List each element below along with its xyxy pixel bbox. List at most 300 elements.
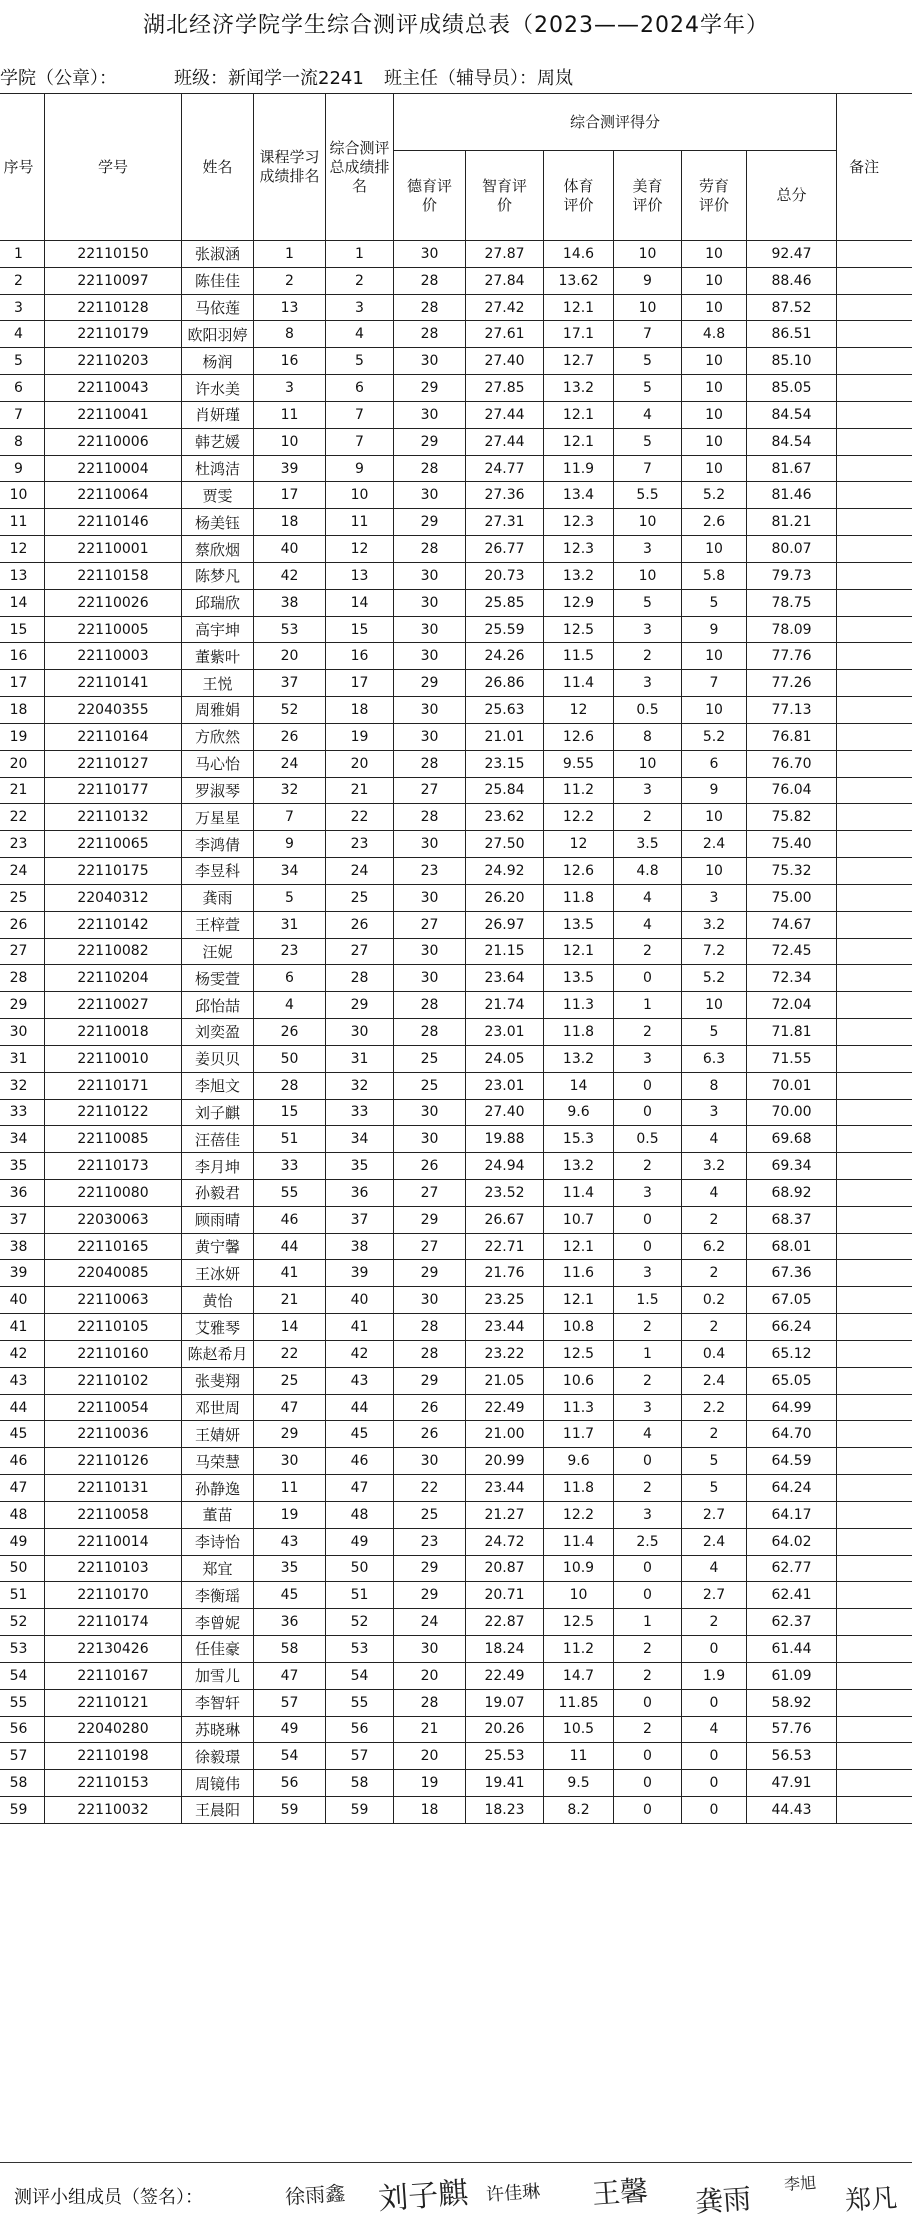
cell-pe: 11.9	[544, 455, 614, 482]
cell-total: 81.67	[747, 455, 837, 482]
table-row	[0, 1045, 912, 1072]
cell-total-rank: 16	[326, 643, 394, 670]
cell-remark	[837, 536, 912, 563]
cell-remark	[837, 965, 912, 992]
cell-remark	[837, 1394, 912, 1421]
cell-seq: 36	[0, 1179, 45, 1206]
cell-seq: 48	[0, 1501, 45, 1528]
cell-name: 周雅娟	[182, 697, 254, 724]
cell-pe: 12.5	[544, 1609, 614, 1636]
cell-labor: 2.7	[682, 1501, 747, 1528]
cell-moral: 30	[394, 348, 466, 375]
signature: 李旭	[783, 2172, 817, 2195]
cell-intel: 19.88	[466, 1126, 544, 1153]
cell-total: 69.68	[747, 1126, 837, 1153]
cell-student-id: 22110102	[45, 1367, 182, 1394]
signature: 徐雨鑫	[284, 2180, 346, 2210]
cell-seq: 54	[0, 1662, 45, 1689]
cell-name: 肖妍瑾	[182, 401, 254, 428]
cell-remark	[837, 241, 912, 268]
cell-seq: 29	[0, 992, 45, 1019]
cell-pe: 13.5	[544, 965, 614, 992]
cell-total: 69.34	[747, 1153, 837, 1180]
cell-total-rank: 47	[326, 1475, 394, 1502]
cell-intel: 27.85	[466, 375, 544, 402]
cell-art: 3	[614, 1260, 682, 1287]
cell-art: 5	[614, 375, 682, 402]
cell-moral: 23	[394, 858, 466, 885]
cell-name: 王冰妍	[182, 1260, 254, 1287]
cell-pe: 11.85	[544, 1689, 614, 1716]
cell-art: 0	[614, 1743, 682, 1770]
cell-moral: 30	[394, 1099, 466, 1126]
cell-seq: 47	[0, 1475, 45, 1502]
table-row	[0, 589, 912, 616]
cell-pe: 10.9	[544, 1555, 614, 1582]
cell-seq: 15	[0, 616, 45, 643]
table-row	[0, 455, 912, 482]
cell-art: 4	[614, 1421, 682, 1448]
cell-course-rank: 35	[254, 1555, 326, 1582]
cell-course-rank: 20	[254, 643, 326, 670]
cell-remark	[837, 1662, 912, 1689]
cell-remark	[837, 321, 912, 348]
cell-course-rank: 15	[254, 1099, 326, 1126]
cell-total: 58.92	[747, 1689, 837, 1716]
cell-pe: 14.7	[544, 1662, 614, 1689]
cell-course-rank: 13	[254, 294, 326, 321]
cell-total: 77.13	[747, 697, 837, 724]
cell-name: 陈佳佳	[182, 267, 254, 294]
cell-pe: 13.2	[544, 375, 614, 402]
cell-art: 2.5	[614, 1528, 682, 1555]
cell-moral: 29	[394, 670, 466, 697]
cell-art: 0	[614, 1206, 682, 1233]
cell-art: 2	[614, 1019, 682, 1046]
cell-student-id: 22110027	[45, 992, 182, 1019]
cell-remark	[837, 1448, 912, 1475]
cell-student-id: 22110064	[45, 482, 182, 509]
cell-total-rank: 38	[326, 1233, 394, 1260]
cell-name: 孙毅君	[182, 1179, 254, 1206]
cell-intel: 20.99	[466, 1448, 544, 1475]
cell-name: 贾雯	[182, 482, 254, 509]
cell-intel: 23.52	[466, 1179, 544, 1206]
cell-total: 56.53	[747, 1743, 837, 1770]
cell-remark	[837, 858, 912, 885]
table-row	[0, 1716, 912, 1743]
cell-labor: 10	[682, 455, 747, 482]
cell-intel: 25.53	[466, 1743, 544, 1770]
cell-intel: 27.42	[466, 294, 544, 321]
cell-seq: 9	[0, 455, 45, 482]
cell-name: 王悦	[182, 670, 254, 697]
cell-pe: 11.3	[544, 992, 614, 1019]
cell-art: 3	[614, 1501, 682, 1528]
cell-intel: 18.24	[466, 1636, 544, 1663]
cell-intel: 22.87	[466, 1609, 544, 1636]
cell-course-rank: 10	[254, 428, 326, 455]
cell-labor: 3.2	[682, 911, 747, 938]
cell-course-rank: 40	[254, 536, 326, 563]
cell-seq: 58	[0, 1770, 45, 1797]
cell-art: 1	[614, 992, 682, 1019]
table-row	[0, 1528, 912, 1555]
cell-seq: 12	[0, 536, 45, 563]
cell-moral: 30	[394, 643, 466, 670]
cell-intel: 23.22	[466, 1340, 544, 1367]
cell-moral: 30	[394, 482, 466, 509]
cell-pe: 13.5	[544, 911, 614, 938]
cell-art: 0	[614, 1099, 682, 1126]
cell-name: 艾雅琴	[182, 1314, 254, 1341]
cell-moral: 29	[394, 1582, 466, 1609]
cell-name: 高宇坤	[182, 616, 254, 643]
cell-course-rank: 11	[254, 1475, 326, 1502]
cell-pe: 12.2	[544, 804, 614, 831]
table-row	[0, 643, 912, 670]
cell-course-rank: 56	[254, 1770, 326, 1797]
cell-total-rank: 37	[326, 1206, 394, 1233]
cell-seq: 55	[0, 1689, 45, 1716]
cell-remark	[837, 1743, 912, 1770]
table-row	[0, 1072, 912, 1099]
cell-seq: 19	[0, 723, 45, 750]
cell-student-id: 22110164	[45, 723, 182, 750]
cell-art: 2	[614, 643, 682, 670]
header-name: 姓名	[182, 94, 254, 241]
cell-intel: 20.71	[466, 1582, 544, 1609]
cell-name: 罗淑琴	[182, 777, 254, 804]
cell-seq: 31	[0, 1045, 45, 1072]
cell-seq: 3	[0, 294, 45, 321]
cell-moral: 30	[394, 562, 466, 589]
cell-seq: 34	[0, 1126, 45, 1153]
cell-total: 71.81	[747, 1019, 837, 1046]
cell-total: 74.67	[747, 911, 837, 938]
cell-remark	[837, 1797, 912, 1824]
cell-pe: 13.2	[544, 1045, 614, 1072]
cell-name: 加雪儿	[182, 1662, 254, 1689]
cell-pe: 11	[544, 1743, 614, 1770]
cell-remark	[837, 643, 912, 670]
cell-total-rank: 22	[326, 804, 394, 831]
cell-total-rank: 52	[326, 1609, 394, 1636]
cell-total-rank: 17	[326, 670, 394, 697]
cell-course-rank: 2	[254, 267, 326, 294]
cell-total-rank: 34	[326, 1126, 394, 1153]
cell-seq: 46	[0, 1448, 45, 1475]
cell-total: 72.45	[747, 938, 837, 965]
cell-moral: 30	[394, 697, 466, 724]
cell-intel: 27.40	[466, 348, 544, 375]
cell-total-rank: 54	[326, 1662, 394, 1689]
cell-seq: 1	[0, 241, 45, 268]
cell-moral: 28	[394, 1340, 466, 1367]
cell-labor: 9	[682, 616, 747, 643]
cell-seq: 45	[0, 1421, 45, 1448]
cell-total: 75.40	[747, 831, 837, 858]
cell-labor: 6.3	[682, 1045, 747, 1072]
cell-remark	[837, 831, 912, 858]
cell-course-rank: 19	[254, 1501, 326, 1528]
cell-student-id: 22110032	[45, 1797, 182, 1824]
cell-seq: 28	[0, 965, 45, 992]
cell-total-rank: 51	[326, 1582, 394, 1609]
header-intel: 智育评价	[466, 151, 544, 241]
cell-name: 龚雨	[182, 884, 254, 911]
cell-labor: 5.2	[682, 965, 747, 992]
cell-total: 68.01	[747, 1233, 837, 1260]
cell-labor: 6.2	[682, 1233, 747, 1260]
cell-intel: 18.23	[466, 1797, 544, 1824]
cell-labor: 2.4	[682, 1528, 747, 1555]
cell-name: 万星星	[182, 804, 254, 831]
cell-intel: 21.15	[466, 938, 544, 965]
cell-name: 黄宁馨	[182, 1233, 254, 1260]
cell-student-id: 22110150	[45, 241, 182, 268]
cell-intel: 27.61	[466, 321, 544, 348]
cell-labor: 3	[682, 1099, 747, 1126]
cell-pe: 9.55	[544, 750, 614, 777]
cell-moral: 28	[394, 804, 466, 831]
cell-moral: 25	[394, 1501, 466, 1528]
cell-art: 3	[614, 777, 682, 804]
cell-pe: 12.5	[544, 1340, 614, 1367]
cell-student-id: 22110173	[45, 1153, 182, 1180]
cell-seq: 33	[0, 1099, 45, 1126]
cell-total: 62.37	[747, 1609, 837, 1636]
cell-seq: 51	[0, 1582, 45, 1609]
header-pe: 体育评价	[544, 151, 614, 241]
cell-total: 71.55	[747, 1045, 837, 1072]
signature: 郑凡	[844, 2183, 899, 2217]
cell-name: 陈梦凡	[182, 562, 254, 589]
cell-pe: 12.3	[544, 509, 614, 536]
cell-pe: 13.62	[544, 267, 614, 294]
cell-student-id: 22110127	[45, 750, 182, 777]
cell-seq: 53	[0, 1636, 45, 1663]
cell-name: 任佳豪	[182, 1636, 254, 1663]
cell-intel: 24.92	[466, 858, 544, 885]
cell-student-id: 22040280	[45, 1716, 182, 1743]
cell-pe: 10	[544, 1582, 614, 1609]
cell-seq: 2	[0, 267, 45, 294]
cell-remark	[837, 1555, 912, 1582]
cell-labor: 10	[682, 858, 747, 885]
cell-name: 李智轩	[182, 1689, 254, 1716]
cell-name: 李衡瑶	[182, 1582, 254, 1609]
header-labor: 劳育评价	[682, 151, 747, 241]
cell-total: 87.52	[747, 294, 837, 321]
cell-seq: 32	[0, 1072, 45, 1099]
cell-art: 5.5	[614, 482, 682, 509]
table-row	[0, 401, 912, 428]
cell-intel: 23.01	[466, 1072, 544, 1099]
cell-student-id: 22110122	[45, 1099, 182, 1126]
cell-total: 76.70	[747, 750, 837, 777]
cell-art: 1	[614, 1340, 682, 1367]
cell-name: 韩艺媛	[182, 428, 254, 455]
cell-moral: 29	[394, 375, 466, 402]
cell-total: 64.02	[747, 1528, 837, 1555]
cell-remark	[837, 1153, 912, 1180]
cell-moral: 26	[394, 1153, 466, 1180]
cell-moral: 28	[394, 294, 466, 321]
cell-labor: 5	[682, 589, 747, 616]
cell-student-id: 22030063	[45, 1206, 182, 1233]
score-table	[0, 93, 912, 1824]
cell-seq: 14	[0, 589, 45, 616]
cell-labor: 0.2	[682, 1287, 747, 1314]
cell-total-rank: 30	[326, 1019, 394, 1046]
table-row	[0, 1689, 912, 1716]
cell-moral: 28	[394, 992, 466, 1019]
cell-name: 汪妮	[182, 938, 254, 965]
table-row	[0, 536, 912, 563]
cell-course-rank: 30	[254, 1448, 326, 1475]
cell-art: 5	[614, 348, 682, 375]
cell-labor: 5	[682, 1448, 747, 1475]
cell-remark	[837, 1287, 912, 1314]
cell-total-rank: 13	[326, 562, 394, 589]
cell-course-rank: 45	[254, 1582, 326, 1609]
table-row	[0, 1099, 912, 1126]
signature-footer	[0, 2162, 912, 2221]
cell-student-id: 22110003	[45, 643, 182, 670]
cell-student-id: 22040355	[45, 697, 182, 724]
cell-pe: 9.6	[544, 1099, 614, 1126]
cell-remark	[837, 401, 912, 428]
signature: 龚雨	[694, 2182, 753, 2219]
cell-remark	[837, 1126, 912, 1153]
table-row	[0, 1287, 912, 1314]
cell-remark	[837, 1260, 912, 1287]
cell-remark	[837, 938, 912, 965]
cell-art: 0.5	[614, 697, 682, 724]
cell-student-id: 22110010	[45, 1045, 182, 1072]
header-total-rank: 综合测评总成绩排名	[326, 94, 394, 241]
cell-total: 84.54	[747, 428, 837, 455]
cell-total-rank: 11	[326, 509, 394, 536]
cell-intel: 27.44	[466, 401, 544, 428]
cell-intel: 24.05	[466, 1045, 544, 1072]
cell-intel: 21.05	[466, 1367, 544, 1394]
cell-labor: 10	[682, 536, 747, 563]
cell-labor: 5	[682, 1475, 747, 1502]
cell-labor: 10	[682, 348, 747, 375]
cell-moral: 30	[394, 401, 466, 428]
cell-total: 62.77	[747, 1555, 837, 1582]
cell-intel: 22.49	[466, 1662, 544, 1689]
cell-moral: 28	[394, 750, 466, 777]
header-moral: 德育评价	[394, 151, 466, 241]
cell-total-rank: 45	[326, 1421, 394, 1448]
cell-remark	[837, 1475, 912, 1502]
cell-course-rank: 51	[254, 1126, 326, 1153]
cell-art: 2	[614, 1636, 682, 1663]
cell-course-rank: 8	[254, 321, 326, 348]
cell-course-rank: 55	[254, 1179, 326, 1206]
cell-student-id: 22110043	[45, 375, 182, 402]
cell-total: 77.26	[747, 670, 837, 697]
cell-total: 76.81	[747, 723, 837, 750]
cell-total-rank: 35	[326, 1153, 394, 1180]
cell-seq: 25	[0, 884, 45, 911]
cell-moral: 29	[394, 1555, 466, 1582]
cell-remark	[837, 723, 912, 750]
cell-pe: 12.5	[544, 616, 614, 643]
cell-moral: 30	[394, 616, 466, 643]
cell-total: 78.75	[747, 589, 837, 616]
cell-remark	[837, 911, 912, 938]
cell-student-id: 22110177	[45, 777, 182, 804]
cell-name: 李旭文	[182, 1072, 254, 1099]
cell-art: 2	[614, 1153, 682, 1180]
cell-course-rank: 38	[254, 589, 326, 616]
cell-intel: 27.36	[466, 482, 544, 509]
cell-remark	[837, 1233, 912, 1260]
cell-intel: 21.27	[466, 1501, 544, 1528]
cell-total-rank: 5	[326, 348, 394, 375]
cell-moral: 27	[394, 777, 466, 804]
cell-labor: 10	[682, 643, 747, 670]
table-row	[0, 1206, 912, 1233]
cell-art: 7	[614, 455, 682, 482]
cell-name: 黄怡	[182, 1287, 254, 1314]
cell-student-id: 22040312	[45, 884, 182, 911]
cell-total-rank: 26	[326, 911, 394, 938]
header-score-group: 综合测评得分	[394, 94, 837, 151]
cell-student-id: 22110006	[45, 428, 182, 455]
cell-seq: 16	[0, 643, 45, 670]
cell-seq: 24	[0, 858, 45, 885]
cell-art: 0	[614, 1233, 682, 1260]
cell-labor: 2	[682, 1260, 747, 1287]
cell-name: 苏晓琳	[182, 1716, 254, 1743]
cell-total: 57.76	[747, 1716, 837, 1743]
cell-seq: 38	[0, 1233, 45, 1260]
cell-total-rank: 9	[326, 455, 394, 482]
cell-art: 8	[614, 723, 682, 750]
table-row	[0, 1153, 912, 1180]
cell-total: 72.34	[747, 965, 837, 992]
cell-pe: 11.8	[544, 1475, 614, 1502]
cell-labor: 10	[682, 428, 747, 455]
cell-moral: 30	[394, 1636, 466, 1663]
cell-student-id: 22110153	[45, 1770, 182, 1797]
cell-labor: 2	[682, 1421, 747, 1448]
cell-student-id: 22110160	[45, 1340, 182, 1367]
cell-intel: 20.73	[466, 562, 544, 589]
cell-art: 4.8	[614, 858, 682, 885]
cell-art: 0	[614, 965, 682, 992]
cell-student-id: 22110175	[45, 858, 182, 885]
cell-course-rank: 16	[254, 348, 326, 375]
cell-total: 66.24	[747, 1314, 837, 1341]
cell-student-id: 22110097	[45, 267, 182, 294]
cell-moral: 25	[394, 1045, 466, 1072]
cell-total: 61.44	[747, 1636, 837, 1663]
cell-pe: 11.4	[544, 670, 614, 697]
cell-course-rank: 3	[254, 375, 326, 402]
cell-total-rank: 39	[326, 1260, 394, 1287]
cell-name: 邱怡喆	[182, 992, 254, 1019]
cell-labor: 4	[682, 1179, 747, 1206]
cell-pe: 11.3	[544, 1394, 614, 1421]
cell-total-rank: 33	[326, 1099, 394, 1126]
cell-total: 64.59	[747, 1448, 837, 1475]
